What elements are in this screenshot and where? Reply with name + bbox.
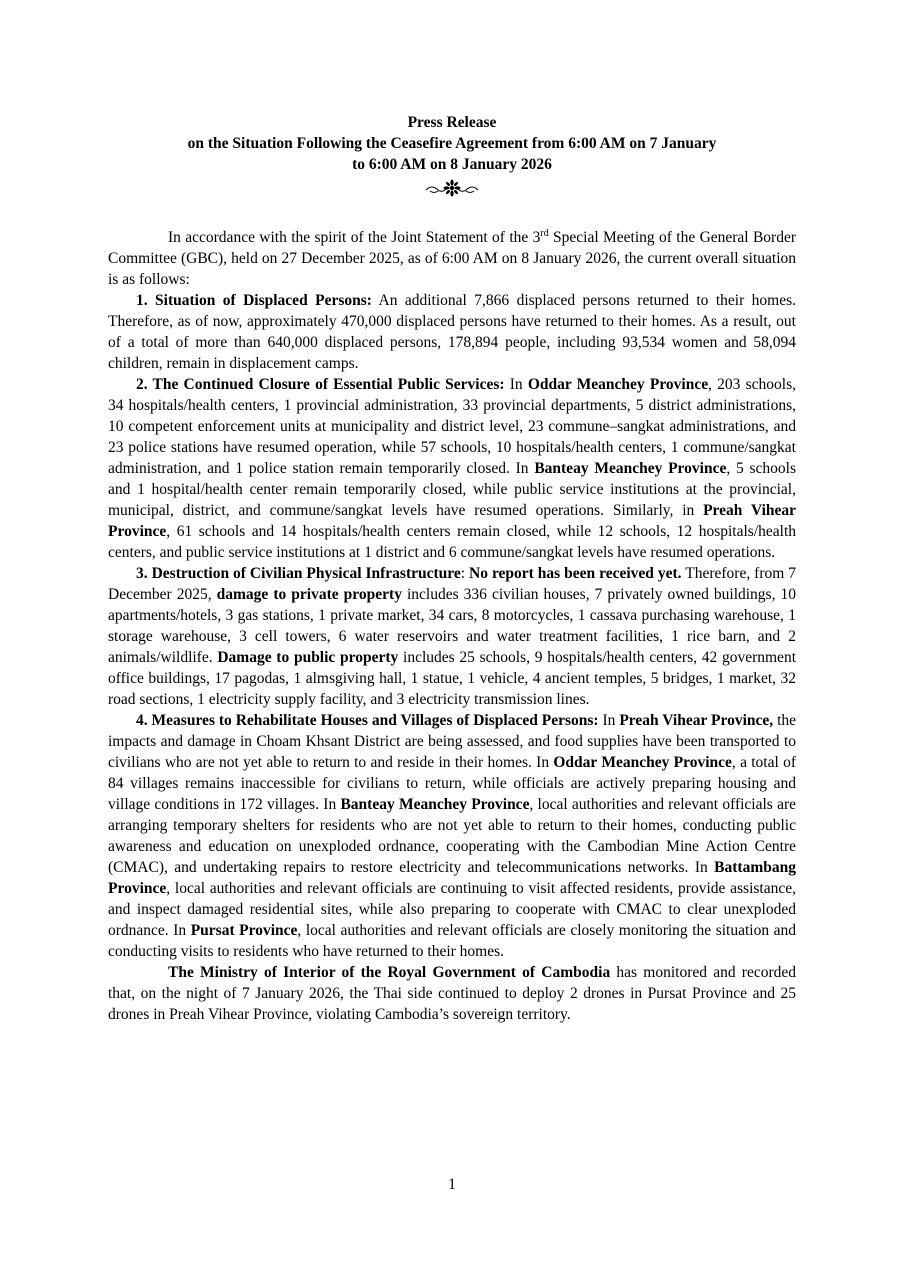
closing-paragraph — [108, 962, 796, 1025]
item-3-private-property: damage to private property — [216, 586, 402, 603]
item-2-text-3: , 5 schools and 1 hospital/health center remain temporarily closed, while public service institutions at the provincial, municipal, district, and commune/sangkat levels have resumed operations. Similarly, in — [108, 460, 797, 519]
document-title: Press Release — [407, 114, 497, 131]
page-number: 1 — [448, 1176, 456, 1193]
item-3-text-3: includes 336 civilian houses, 7 privately owned buildings, 10 apartments/hotels, 3 gas stations, 1 private market, 34 cars, 8 motorcycles, 1 cassava purchasing warehouse, 1 storage warehouse, 3 cell towers, 6 water reservoirs and water treatment facilities, 1 rice barn, and 2 animals/wildlife. — [108, 586, 797, 666]
item-4-text-5: , local authorities and relevant officials are continuing to visit affected residents, provide assistance, and inspect damaged residential sites, while also preparing to cooperate with CMAC to clear unexploded ordnance. In — [108, 880, 796, 939]
intro-paragraph — [108, 227, 796, 290]
item-3-text-2: Therefore, from 7 December 2025, — [108, 565, 797, 603]
item-rehabilitation — [108, 710, 796, 962]
item-displaced-persons — [108, 290, 796, 374]
intro-text-pre: In accordance with the spirit of the Joint Statement of the 3 — [168, 229, 541, 246]
item-4-text-1: In — [598, 712, 620, 729]
intro-text-post: Special Meeting of the General Border Committee (GBC), held on 27 December 2025, as of 6:00 AM on 8 January 2026, the current overall situation is as follows: — [108, 229, 797, 288]
ministry-name: The Ministry of Interior of the Royal Government of Cambodia — [168, 964, 611, 981]
item-3-no-report: No report has been received yet. — [469, 565, 682, 582]
province-pursat: Pursat Province — [190, 922, 298, 939]
item-infrastructure — [108, 563, 796, 710]
item-4-heading: 4. Measures to Rehabilitate Houses and Villages of Displaced Persons: — [136, 712, 599, 729]
document-subtitle-line-2: to 6:00 AM on 8 January 2026 — [352, 156, 552, 173]
province-preah-vihear-4: Preah Vihear Province, — [619, 712, 774, 729]
floral-ornament-icon — [422, 178, 482, 198]
intro-ordinal-suffix: rd — [540, 228, 549, 239]
province-battambang: Battambang Province — [108, 859, 796, 897]
document-subtitle-line-1: on the Situation Following the Ceasefire Agreement from 6:00 AM on 7 January — [187, 135, 717, 152]
item-2-text-1: In — [504, 376, 528, 393]
item-4-text-3: , a total of 84 villages remains inaccessible for civilians to return, while officials are actively preparing housing and village conditions in 172 villages. In — [108, 754, 796, 813]
item-1-heading: 1. Situation of Displaced Persons: — [136, 292, 372, 309]
item-4-text-6: , local authorities and relevant officials are closely monitoring the situation and conducting visits to residents who have returned to their homes. — [108, 922, 797, 960]
province-banteay-meanchey-4: Banteay Meanchey Province — [340, 796, 530, 813]
closing-text: has monitored and recorded that, on the night of 7 January 2026, the Thai side continued to deploy 2 drones in Pursat Province and 25 drones in Preah Vihear Province, violating Cambodia’s sovereign territory. — [108, 964, 797, 1023]
item-2-text-4: , 61 schools and 14 hospitals/health centers remain closed, while 12 schools, 12 hospitals/health centers, and public service institutions at 1 district and 6 commune/sangkat levels have resumed operations. — [108, 523, 796, 561]
item-2-heading: 2. The Continued Closure of Essential Public Services: — [136, 376, 505, 393]
item-1-text: An additional 7,866 displaced persons returned to their homes. Therefore, as of now, approximately 470,000 displaced persons have returned to their homes. As a result, out of a total of more than 640,000 displaced persons, 178,894 people, including 93,534 women and 58,094 children, remain in displacement camps. — [108, 292, 797, 372]
item-4-text-2: the impacts and damage in Choam Khsant District are being assessed, and food supplies have been transported to civilians who are not yet able to return to and reside in their homes. In — [108, 712, 797, 771]
province-banteay-meanchey: Banteay Meanchey Province — [534, 460, 727, 477]
item-3-public-property: Damage to public property — [217, 649, 399, 666]
item-3-text-4: includes 25 schools, 9 hospitals/health centers, 42 government office buildings, 17 pagodas, 1 almsgiving hall, 1 statue, 1 vehicle, 4 ancient temples, 5 bridges, 1 market, 32 road sections, 1 electricity supply facility, and 3 electricity transmission lines. — [108, 649, 796, 708]
item-3-text-1: : — [460, 565, 470, 582]
province-oddar-meanchey-4: Oddar Meanchey Province — [553, 754, 732, 771]
item-4-text-4: , local authorities and relevant officials are arranging temporary shelters for residents who are not yet able to return to their homes, conducting public awareness and education on unexploded ordnance, cooperating with the Cambodian Mine Action Centre (CMAC), and undertaking repairs to restore electricity and telecommunications networks. In — [108, 796, 796, 876]
press-release-header — [108, 112, 796, 198]
item-3-heading: 3. Destruction of Civilian Physical Infrastructure — [136, 565, 461, 582]
province-preah-vihear: Preah Vihear Province — [108, 502, 797, 540]
item-2-text-2: , 203 schools, 34 hospitals/health centers, 1 provincial administration, 33 provincial departments, 5 district administrations, 10 competent enforcement units at municipality and district level, 23 commune–sangkat administrations, and 23 police stations have resumed operation, while 57 schools, 10 hospitals/health centers, 1 commune/sangkat administration, and 1 police station remain temporarily closed. In — [108, 376, 796, 477]
province-oddar-meanchey: Oddar Meanchey Province — [527, 376, 709, 393]
item-public-services — [108, 374, 796, 563]
press-release-body — [108, 227, 796, 1025]
